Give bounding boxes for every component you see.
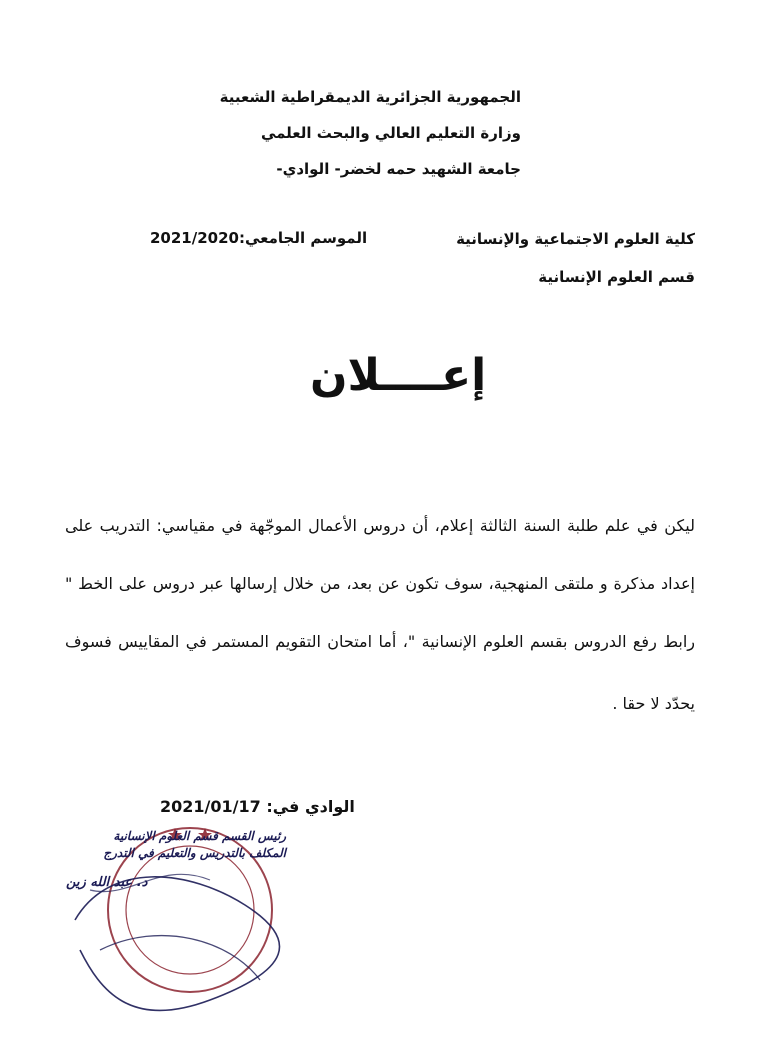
signature-title-1: رئيس القسم قسم العلوم الإنسانية bbox=[113, 829, 286, 843]
republic-name: الجمهورية الجزائرية الديمقراطية الشعبية bbox=[219, 88, 521, 106]
ministry-name: وزارة التعليم العالي والبحث العلمي bbox=[260, 124, 521, 142]
body-line-4: يحدّد لا حقا . bbox=[612, 694, 695, 713]
body-line-1: ليكن في علم طلبة السنة الثالثة إعلام، أن دروس الأعمال الموجّهة في مقياسي: التدريب على bbox=[65, 516, 695, 535]
academic-season: الموسم الجامعي:2021/2020 bbox=[150, 229, 368, 247]
body-line-2: إعداد مذكرة و ملتقى المنهجية، سوف تكون عن بعد، من خلال إرسالها عبر دروس على الخط " bbox=[65, 574, 695, 593]
faculty-name: كلية العلوم الاجتماعية والإنسانية bbox=[456, 230, 695, 248]
signature-block bbox=[66, 828, 286, 891]
body-line-3: رابط رفع الدروس بقسم العلوم الإنسانية "، أما امتحان التقويم المستمر في المقاييس فسوف bbox=[65, 632, 695, 651]
department-name: قسم العلوم الإنسانية bbox=[538, 268, 695, 286]
announcement-title: إعــــلان bbox=[310, 350, 487, 401]
place-and-date: الوادي في: 2021/01/17 bbox=[160, 797, 355, 816]
signature-title-2: المكلف بالتدريس والتعليم في التدرج bbox=[103, 846, 286, 860]
signatory-name: د. عبد الله زين bbox=[66, 875, 148, 890]
university-name: جامعة الشهيد حمه لخضر- الوادي- bbox=[276, 160, 521, 178]
